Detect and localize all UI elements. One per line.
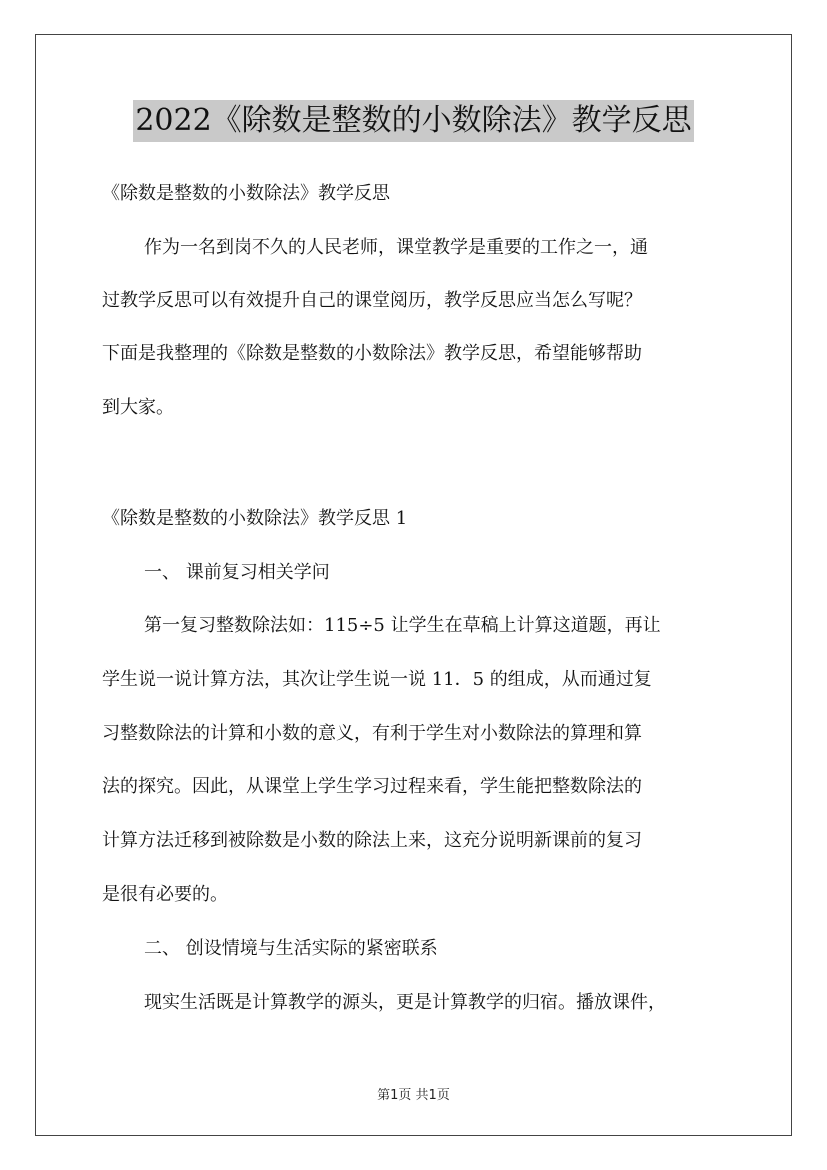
body-line: 是很有必要的。 (102, 884, 228, 905)
body-line: 现实生活既是计算教学的源头，更是计算教学的归宿。播放课件， (144, 992, 666, 1013)
intro-line: 到大家。 (102, 397, 174, 418)
document-title: 2022《除数是整数的小数除法》教学反思 (133, 100, 693, 142)
body-line: 第一复习整数除法如：115÷5 让学生在草稿上计算这道题，再让 (144, 615, 661, 636)
intro-line: 下面是我整理的《除数是整数的小数除法》教学反思，希望能够帮助 (102, 343, 642, 364)
point-heading: 二、 创设情境与生活实际的紧密联系 (144, 938, 438, 959)
intro-line: 过教学反思可以有效提升自己的课堂阅历，教学反思应当怎么写呢？ (102, 290, 642, 311)
section-heading: 《除数是整数的小数除法》教学反思 1 (102, 508, 408, 529)
body-line: 学生说一说计算方法，其次让学生说一说 11．5 的组成，从而通过复 (102, 669, 652, 690)
subtitle: 《除数是整数的小数除法》教学反思 (102, 183, 390, 204)
point-heading: 一、 课前复习相关学问 (144, 562, 330, 583)
intro-line: 作为一名到岗不久的人民老师，课堂教学是重要的工作之一，通 (144, 237, 648, 258)
body-line: 计算方法迁移到被除数是小数的除法上来，这充分说明新课前的复习 (102, 830, 642, 851)
body-line: 习整数除法的计算和小数的意义，有利于学生对小数除法的算理和算 (102, 723, 642, 744)
page-footer: 第1页 共1页 (377, 1088, 450, 1103)
body-line: 法的探究。因此，从课堂上学生学习过程来看，学生能把整数除法的 (102, 776, 642, 797)
